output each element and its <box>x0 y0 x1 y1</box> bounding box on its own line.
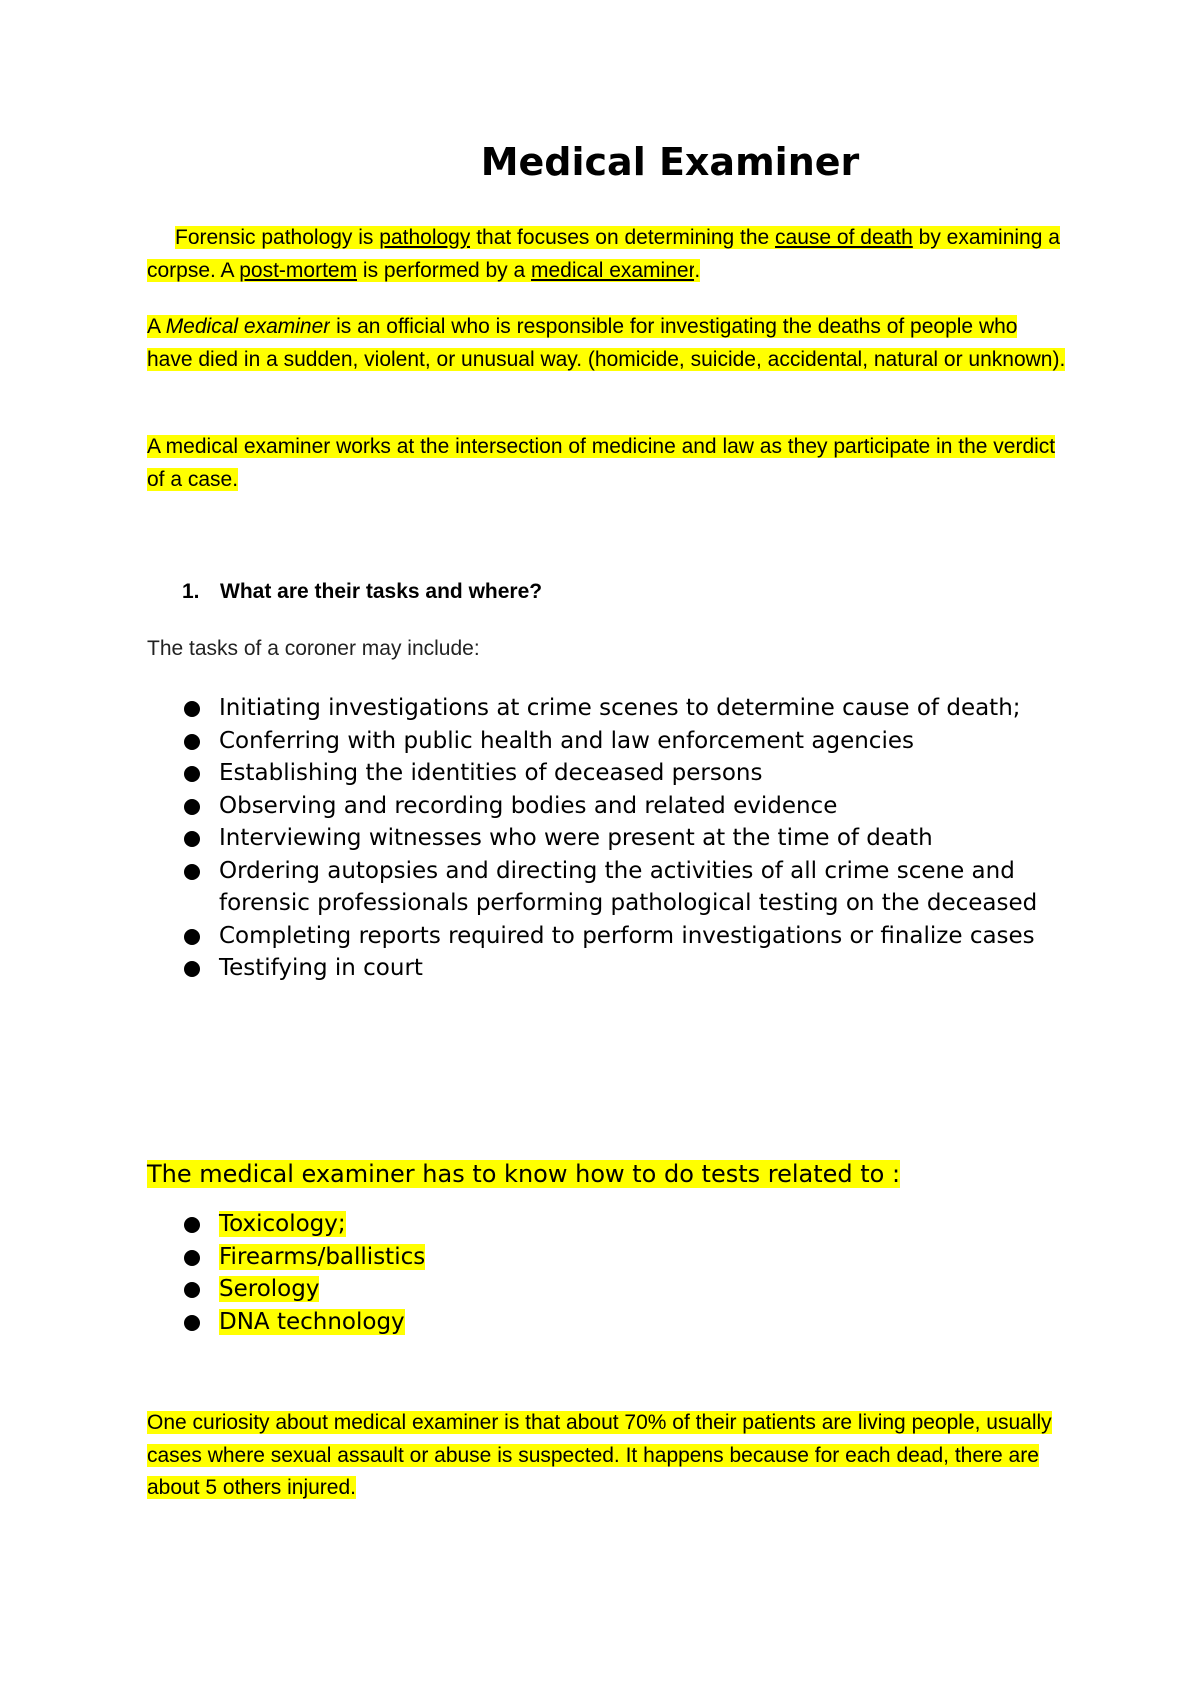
role-paragraph <box>147 431 1067 496</box>
list-item: Serology <box>182 1273 1082 1306</box>
bullet-icon <box>184 1250 200 1266</box>
list-item: Toxicology; <box>182 1208 1082 1241</box>
bullet-icon <box>184 1315 200 1331</box>
intro-text: is performed by a <box>357 258 531 282</box>
bullet-icon <box>184 864 200 880</box>
tasks-list <box>182 692 1082 985</box>
link-cause-of-death[interactable]: cause of death <box>775 226 913 249</box>
list-item: Conferring with public health and law enforcement agencies <box>182 725 1082 758</box>
page-title: Medical Examiner <box>480 140 860 184</box>
list-item: Testifying in court <box>182 952 1082 985</box>
question-number: 1. <box>182 580 200 603</box>
intro-text: by examining a corpse. A <box>147 226 1060 282</box>
curiosity-text: One curiosity about medical examiner is that about 70% of their patients are living people, usually cases where sexual assault or abuse is suspected. It happens because for each dead, there are about 5 others injured. <box>147 1411 1052 1499</box>
bullet-icon <box>184 929 200 945</box>
link-medical-examiner[interactable]: medical examiner <box>531 258 695 282</box>
tests-heading: The medical examiner has to know how to do tests related to : <box>147 1160 901 1188</box>
tests-list <box>182 1208 1082 1338</box>
definition-term: Medical examiner <box>165 315 331 338</box>
bullet-icon <box>184 701 200 717</box>
list-item: DNA technology <box>182 1306 1082 1339</box>
list-item: Firearms/ballistics <box>182 1241 1082 1274</box>
list-item: Initiating investigations at crime scenes to determine cause of death; <box>182 692 1082 725</box>
intro-text: Forensic pathology is <box>175 226 380 249</box>
link-post-mortem[interactable]: post-mortem <box>239 258 358 282</box>
role-text: A medical examiner works at the intersection of medicine and law as they participate in the verdict of a case. <box>147 435 1056 491</box>
list-item: Completing reports required to perform investigations or finalize cases <box>182 920 1082 953</box>
intro-paragraph <box>147 222 1067 287</box>
bullet-icon <box>184 734 200 750</box>
bullet-icon <box>184 961 200 977</box>
tasks-intro: The tasks of a coroner may include: <box>147 637 480 660</box>
list-item: Establishing the identities of deceased persons <box>182 757 1082 790</box>
list-item: Ordering autopsies and directing the activities of all crime scene and forensic professionals performing pathological testing on the deceased <box>182 855 1082 920</box>
definition-text: is an official who is responsible for investigating the deaths of people who have died in a sudden, violent, or unusual way. (homicide, suicide, accidental, natural or unknown). <box>147 315 1066 371</box>
definition-text: A <box>147 315 166 338</box>
intro-text: that focuses on determining the <box>470 226 776 249</box>
definition-paragraph <box>147 311 1067 376</box>
question-text: What are their tasks and where? <box>220 580 543 603</box>
question-heading <box>182 580 542 604</box>
bullet-icon <box>184 1282 200 1298</box>
link-pathology[interactable]: pathology <box>379 226 471 249</box>
intro-text: . <box>694 258 701 282</box>
bullet-icon <box>184 1217 200 1233</box>
bullet-icon <box>184 766 200 782</box>
bullet-icon <box>184 831 200 847</box>
list-item: Interviewing witnesses who were present at the time of death <box>182 822 1082 855</box>
bullet-icon <box>184 799 200 815</box>
list-item: Observing and recording bodies and related evidence <box>182 790 1082 823</box>
curiosity-paragraph <box>147 1407 1067 1505</box>
